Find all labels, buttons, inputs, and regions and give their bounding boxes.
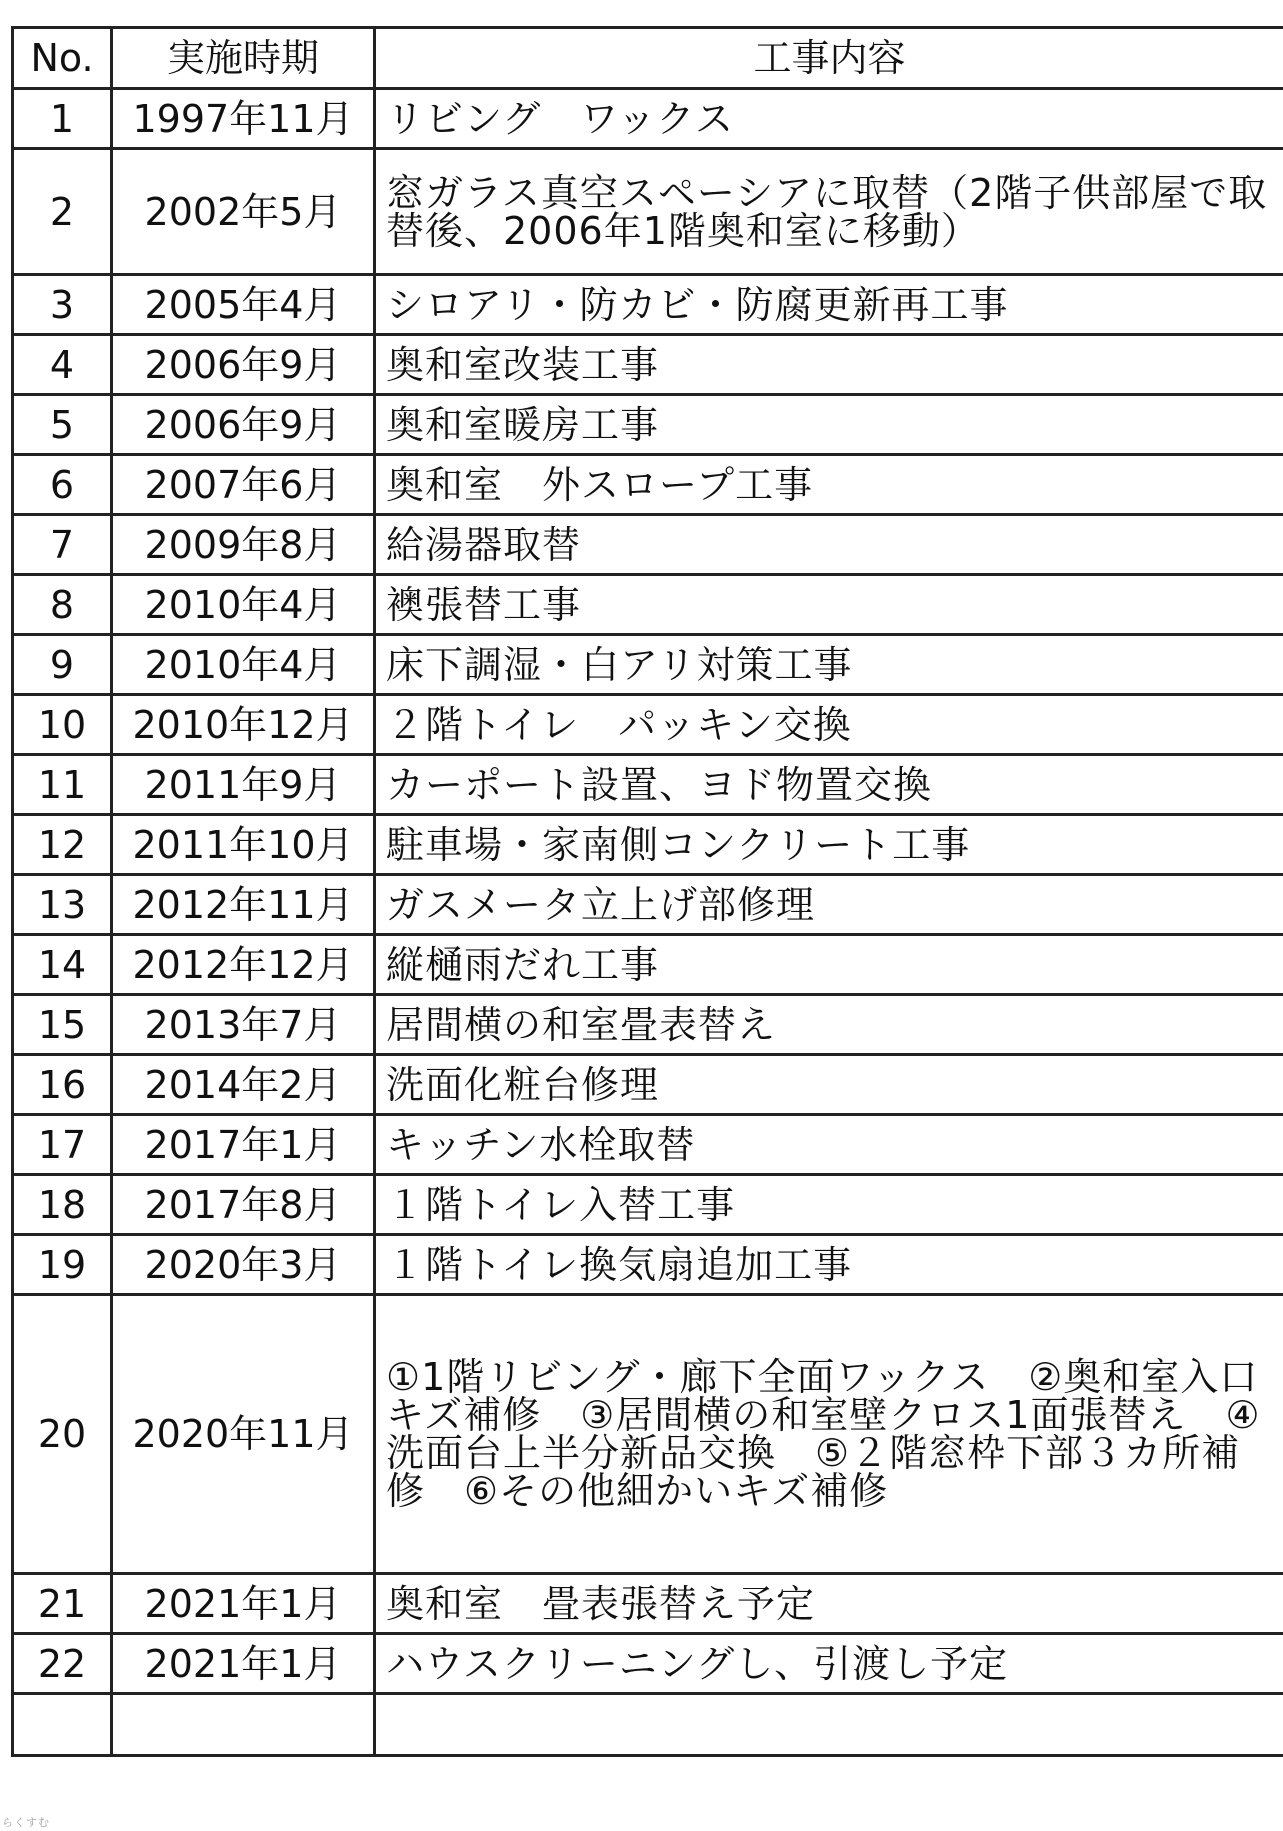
row-work: ２階トイレ パッキン交換 (375, 695, 1283, 755)
row-date: 2011年9月 (112, 755, 375, 815)
row-date: 2010年4月 (112, 575, 375, 635)
header-date: 実施時期 (112, 28, 375, 89)
row-date: 2020年11月 (112, 1295, 375, 1574)
row-date: 2012年12月 (112, 935, 375, 995)
table-row (13, 1574, 1283, 1634)
row-date: 2011年10月 (112, 815, 375, 875)
row-no: 14 (13, 935, 112, 995)
row-work: 窓ガラス真空スペーシアに取替（2階子供部屋で取替後、2006年1階奥和室に移動） (375, 149, 1283, 275)
table-row (13, 275, 1283, 335)
table-row (13, 755, 1283, 815)
row-no: 7 (13, 515, 112, 575)
row-date: 2020年3月 (112, 1235, 375, 1295)
table-row (13, 1235, 1283, 1295)
row-date: 2021年1月 (112, 1634, 375, 1694)
table-row (13, 395, 1283, 455)
row-work: １階トイレ入替工事 (375, 1175, 1283, 1235)
row-no: 20 (13, 1295, 112, 1574)
row-no: 19 (13, 1235, 112, 1295)
table-row (13, 815, 1283, 875)
table-row (13, 875, 1283, 935)
row-work: リビング ワックス (375, 89, 1283, 149)
table-row (13, 335, 1283, 395)
empty-cell (112, 1694, 375, 1756)
table-row (13, 1634, 1283, 1694)
row-no: 2 (13, 149, 112, 275)
row-work: 縦樋雨だれ工事 (375, 935, 1283, 995)
header-no: No. (13, 28, 112, 89)
empty-cell (375, 1694, 1283, 1756)
row-work: 床下調湿・白アリ対策工事 (375, 635, 1283, 695)
row-no: 16 (13, 1055, 112, 1115)
empty-cell (13, 1694, 112, 1756)
row-date: 2007年6月 (112, 455, 375, 515)
row-no: 22 (13, 1634, 112, 1694)
row-no: 3 (13, 275, 112, 335)
row-no: 10 (13, 695, 112, 755)
row-no: 5 (13, 395, 112, 455)
row-date: 2005年4月 (112, 275, 375, 335)
row-no: 9 (13, 635, 112, 695)
header-work: 工事内容 (375, 28, 1283, 89)
row-date: 2021年1月 (112, 1574, 375, 1634)
row-date: 2017年1月 (112, 1115, 375, 1175)
row-date: 2009年8月 (112, 515, 375, 575)
table-row (13, 575, 1283, 635)
row-date: 2002年5月 (112, 149, 375, 275)
row-work: 奥和室暖房工事 (375, 395, 1283, 455)
row-work: １階トイレ換気扇追加工事 (375, 1235, 1283, 1295)
table-row (13, 1295, 1283, 1574)
row-date: 2010年12月 (112, 695, 375, 755)
row-no: 18 (13, 1175, 112, 1235)
header-row (13, 28, 1283, 89)
renovation-history-table (11, 26, 1283, 1757)
table-row (13, 635, 1283, 695)
row-work: 奥和室改装工事 (375, 335, 1283, 395)
row-date: 2012年11月 (112, 875, 375, 935)
row-no: 4 (13, 335, 112, 395)
row-work: シロアリ・防カビ・防腐更新再工事 (375, 275, 1283, 335)
table-row (13, 149, 1283, 275)
row-work: 襖張替工事 (375, 575, 1283, 635)
row-work: 奥和室 外スロープ工事 (375, 455, 1283, 515)
watermark: らくすむ (2, 1816, 50, 1829)
row-work: カーポート設置、ヨド物置交換 (375, 755, 1283, 815)
row-work: ハウスクリーニングし、引渡し予定 (375, 1634, 1283, 1694)
row-date: 1997年11月 (112, 89, 375, 149)
row-date: 2013年7月 (112, 995, 375, 1055)
row-work: 給湯器取替 (375, 515, 1283, 575)
row-no: 8 (13, 575, 112, 635)
row-date: 2014年2月 (112, 1055, 375, 1115)
row-work: ①1階リビング・廊下全面ワックス ②奥和室入口キズ補修 ③居間横の和室壁クロス1面張替え ④洗面台上半分新品交換 ⑤２階窓枠下部３カ所補修 ⑥その他細かいキズ補修 (375, 1295, 1283, 1574)
row-work: キッチン水栓取替 (375, 1115, 1283, 1175)
row-work: 洗面化粧台修理 (375, 1055, 1283, 1115)
row-work: 奥和室 畳表張替え予定 (375, 1574, 1283, 1634)
row-date: 2010年4月 (112, 635, 375, 695)
table-row (13, 1115, 1283, 1175)
table-row (13, 1175, 1283, 1235)
table-row (13, 89, 1283, 149)
table-row (13, 515, 1283, 575)
row-date: 2017年8月 (112, 1175, 375, 1235)
row-no: 17 (13, 1115, 112, 1175)
row-work: ガスメータ立上げ部修理 (375, 875, 1283, 935)
table-row (13, 995, 1283, 1055)
row-no: 1 (13, 89, 112, 149)
table-row (13, 1055, 1283, 1115)
table-row (13, 695, 1283, 755)
table-row (13, 935, 1283, 995)
row-work: 居間横の和室畳表替え (375, 995, 1283, 1055)
row-no: 21 (13, 1574, 112, 1634)
empty-row (13, 1694, 1283, 1756)
row-date: 2006年9月 (112, 335, 375, 395)
row-work: 駐車場・家南側コンクリート工事 (375, 815, 1283, 875)
row-no: 11 (13, 755, 112, 815)
row-no: 6 (13, 455, 112, 515)
row-no: 12 (13, 815, 112, 875)
row-no: 13 (13, 875, 112, 935)
row-no: 15 (13, 995, 112, 1055)
table-row (13, 455, 1283, 515)
row-date: 2006年9月 (112, 395, 375, 455)
